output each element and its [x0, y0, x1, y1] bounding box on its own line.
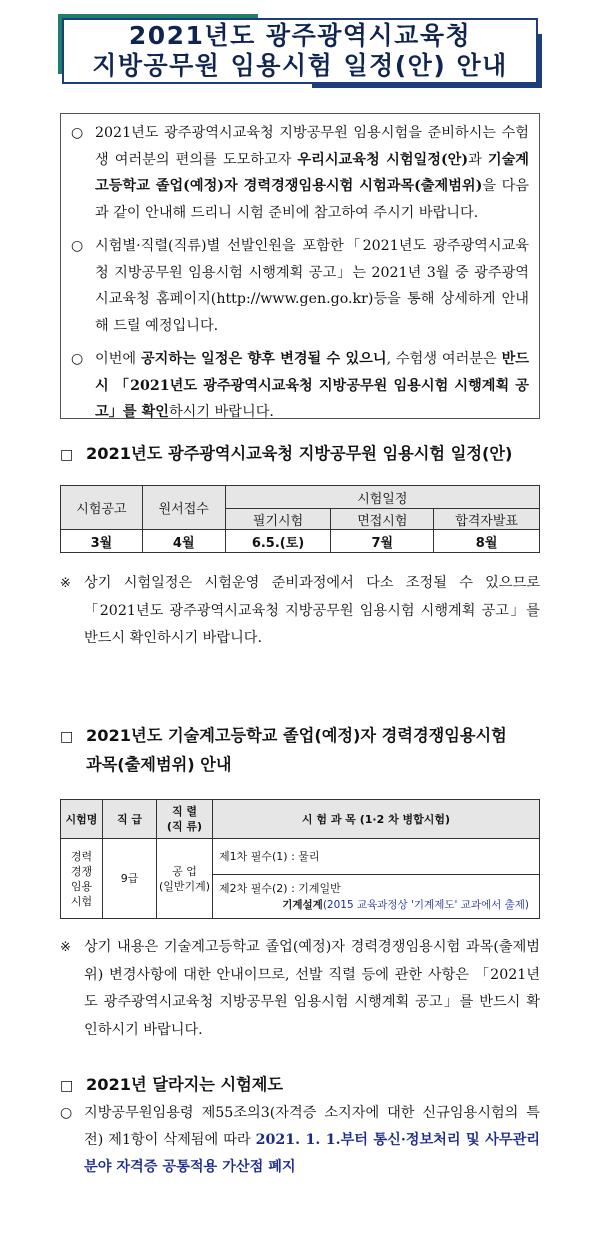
title-banner [58, 14, 542, 88]
header-schedule-group: 시험일정 [225, 486, 539, 509]
square-bullet-icon: □ [60, 729, 74, 745]
header-result: 합격자발표 [434, 509, 540, 530]
schedule-table [60, 485, 540, 553]
cell-subject-1: 제1차 필수(1) : 물리 [213, 839, 540, 875]
changes-paragraph: ○ 지방공무원임용령 제55조의3(자격증 소지자에 대한 신규임용시험의 특전) 제1항이 삭제됨에 따라 2021. 1. 1.부터 통신·정보처리 및 사무관리 분야 자격증 공통적용 가산점 폐지 [60, 1100, 540, 1181]
reference-mark-icon: ※ [60, 940, 71, 955]
header-application: 원서접수 [142, 486, 225, 530]
schedule-note: ※ 상기 시험일정은 시험운영 준비과정에서 다소 조정될 수 있으므로 「2021년도 광주광역시교육청 지방공무원 임용시험 시행계획 공고」를 반드시 확인하시기 바랍니다. [60, 570, 540, 653]
value-announcement: 3월 [61, 530, 143, 553]
circle-bullet-icon: ○ [71, 125, 84, 141]
subjects-note: ※ 상기 내용은 기술계고등학교 졸업(예정)자 경력경쟁임용시험 과목(출제범위) 변경사항에 대한 안내이므로, 선발 직렬 등에 관한 사항은 「2021년도 광주광역시교육청 지방공무원 임용시험 시행계획 공고」를 반드시 확인하시기 바랍니다. [60, 934, 540, 1044]
section-schedule-heading: □ 2021년도 광주광역시교육청 지방공무원 임용시험 일정(안) [60, 440, 540, 469]
intro-paragraph-3: ○ 이번에 공지하는 일정은 향후 변경될 수 있으니, 수험생 여러분은 반드시 「2021년도 광주광역시교육청 지방공무원 임용시험 시행계획 공고」를 확인하시기 바랍니다. [71, 346, 529, 426]
page-title-line2: 지방공무원 임용시험 일정(안) 안내 [92, 51, 508, 80]
section-subjects-heading: □ 2021년도 기술계고등학교 졸업(예정)자 경력경쟁임용시험 과목(출제범위) 안내 [60, 726, 507, 774]
reference-mark-icon: ※ [60, 576, 71, 591]
circle-bullet-icon: ○ [71, 238, 84, 254]
page-title-line1: 2021년도 광주광역시교육청 [128, 21, 472, 50]
intro-paragraph-1: ○ 2021년도 광주광역시교육청 지방공무원 임용시험을 준비하시는 수험생 여러분의 편의를 도모하고자 우리시교육청 시험일정(안)과 기술계고등학교 졸업(예정)자 경력경쟁임용시험 시험과목(출제범위)을 다음과 같이 안내해 드리니 시험 준비에 참고하여 주시기 바랍니다. [71, 120, 529, 226]
header-announcement: 시험공고 [61, 486, 143, 530]
header-exam-name: 시험명 [61, 800, 103, 839]
cell-grade: 9급 [103, 839, 157, 919]
abolished-bonus-highlight: 2021. 1. 1.부터 통신·정보처리 및 사무관리 분야 자격증 공통적용 가산점 폐지 [84, 1132, 540, 1175]
section-changes-heading: □ 2021년 달라지는 시험제도 [60, 1071, 540, 1100]
cell-exam-name: 경력 경쟁 임용 시험 [61, 839, 103, 919]
banner-box [62, 18, 538, 84]
intro-box [60, 113, 540, 419]
value-result: 8월 [434, 530, 540, 553]
subject-table [60, 799, 540, 919]
header-series: 직 렬 (직 류) [157, 800, 213, 839]
header-written: 필기시험 [225, 509, 331, 530]
value-written: 6.5.(토) [225, 530, 331, 553]
square-bullet-icon: □ [60, 1078, 74, 1094]
header-subjects: 시 험 과 목 (1·2 차 병합시험) [213, 800, 540, 839]
square-bullet-icon: □ [60, 447, 74, 463]
value-application: 4월 [142, 530, 225, 553]
header-grade: 직 급 [103, 800, 157, 839]
circle-bullet-icon: ○ [71, 351, 84, 367]
cell-series: 공 업 (일반기계) [157, 839, 213, 919]
header-interview: 면접시험 [331, 509, 434, 530]
value-interview: 7월 [331, 530, 434, 553]
intro-paragraph-2: ○ 시험별·직렬(직류)별 선발인원을 포함한「2021년도 광주광역시교육청 지방공무원 임용시험 시행계획 공고」는 2021년 3월 중 광주광역시교육청 홈페이지(http://www.gen.go.kr)등을 통해 상세하게 안내해 드릴 예정입니다. [71, 233, 529, 339]
cell-subject-2: 제2차 필수(2) : 기계일반 기계설계(2015 교육과정상 '기계제도' 교과에서 출제) [213, 875, 540, 919]
circle-bullet-icon: ○ [60, 1105, 73, 1121]
